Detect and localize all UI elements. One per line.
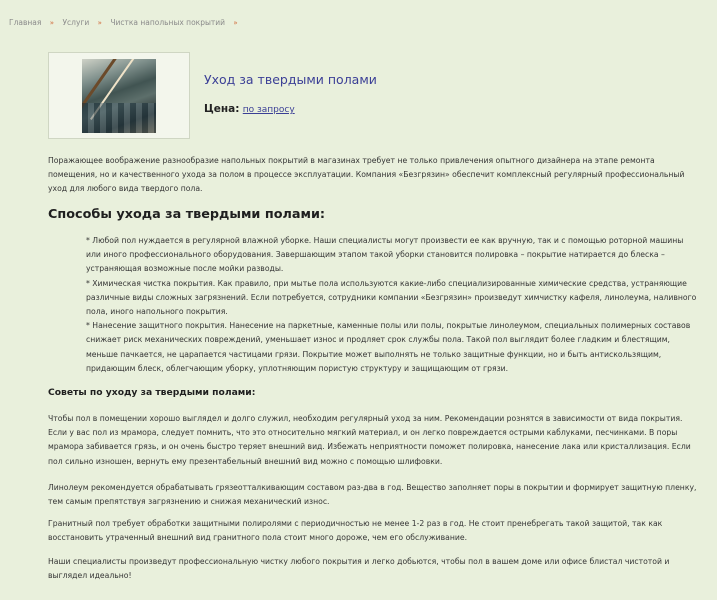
price-on-request-link[interactable]: по запросу [242,105,295,115]
thumbnail-floor [82,103,156,133]
tips-paragraph: Линолеум рекомендуется обрабатывать грязеотталкивающим составом раз-два в год. Вещество заполняет поры в покрытии и формирует защитную пленку, тем самым препятствуя загрязнению и снижая механический износ. [48,483,697,507]
product-image-frame [48,52,190,139]
breadcrumb-floor-cleaning-link[interactable]: Чистка напольных покрытий [110,18,226,27]
tips-paragraph: Гранитный пол требует обработки защитными полиролями с периодичностью не менее 1-2 раз в год. Не стоит пренебрегать такой защитой, так как восстановить утраченный внешний вид гранитного пола стоит много дороже, чем его обслуживание. [48,519,663,543]
breadcrumb-separator: » [49,19,55,27]
tips-paragraph: Чтобы пол в помещении хорошо выглядел и долго служил, необходим регулярный уход за ним. Рекомендации рознятся в зависимости от вида покрытия. Если у вас пол из мрамора, следует помнить, что это относительно мягкий материал, и он легко повреждается острыми каблуками, песчинками. В поры мрамора забивается грязь, и он очень быстро теряет внешний вид. Избежать неприятности поможет полировка, нанесение лака или кристаллизация. Если пол сильно изношен, вернуть ему презентабельный внешний вид можно с помощью шлифовки. [48,414,691,466]
price [204,103,295,115]
product-title: Уход за твердыми полами [204,72,377,87]
price-label: Цена: [204,103,240,115]
intro-paragraph: Поражающее воображение разнообразие напольных покрытий в магазинах требует не только привлечения опытного дизайнера на этапе ремонта помещения, но и качественного ухода за полом в процессе эксплуатации. Компания «Безгрязин» обеспечит комплексный регулярный профессиональный уход для любого вида твердого пола. [48,156,685,194]
list-item: * Любой пол нуждается в регулярной влажной уборке. Наши специалисты могут произвести ее как вручную, так и с помощью роторной машины или иного профессионального оборудования. Завершающим этапом такой уборки становится полировка – покрытие натирается до блеска – устраняющая возможные после мойки разводы. [86,236,684,274]
breadcrumb-services-link[interactable]: Услуги [62,18,90,27]
list-item: * Нанесение защитного покрытия. Нанесение на паркетные, каменные полы или полы, покрытые линолеумом, специальных полимерных составов снижает риск механических повреждений, уменьшает износ и продляет срок службы пола. Такой пол выглядит более гладким и блестящим, меньше пачкается, не царапается частицами грязи. Покрытие может выполнять не только защитные функции, но и быть антискользящим, придающим блеск, облегчающим уборку, уплотняющим пористую структуру и защищающим от грязи. [86,321,691,373]
breadcrumb [9,18,244,27]
list-item: * Химическая чистка покрытия. Как правило, при мытье пола используются какие-либо специализированные химические средства, устраняющие различные виды сложных загрязнений. Если потребуется, сотрудники компании «Безгрязин» произведут химчистку кафеля, линолеума, наливного пола, иного напольного покрытия. [86,278,697,317]
breadcrumb-home-link[interactable]: Главная [9,18,42,27]
methods-list [86,234,698,376]
breadcrumb-separator: » [233,19,238,27]
breadcrumb-separator: » [97,19,102,27]
tips-paragraph: Наши специалисты произведут профессиональную чистку любого покрытия и легко добьются, чтобы пол в вашем доме или офисе блистал чистотой и выглядел идеально! [48,557,670,581]
section-heading-tips: Советы по уходу за твердыми полами: [48,387,256,398]
product-thumbnail[interactable] [82,59,156,133]
section-heading-methods: Способы ухода за твердыми полами: [48,207,326,222]
